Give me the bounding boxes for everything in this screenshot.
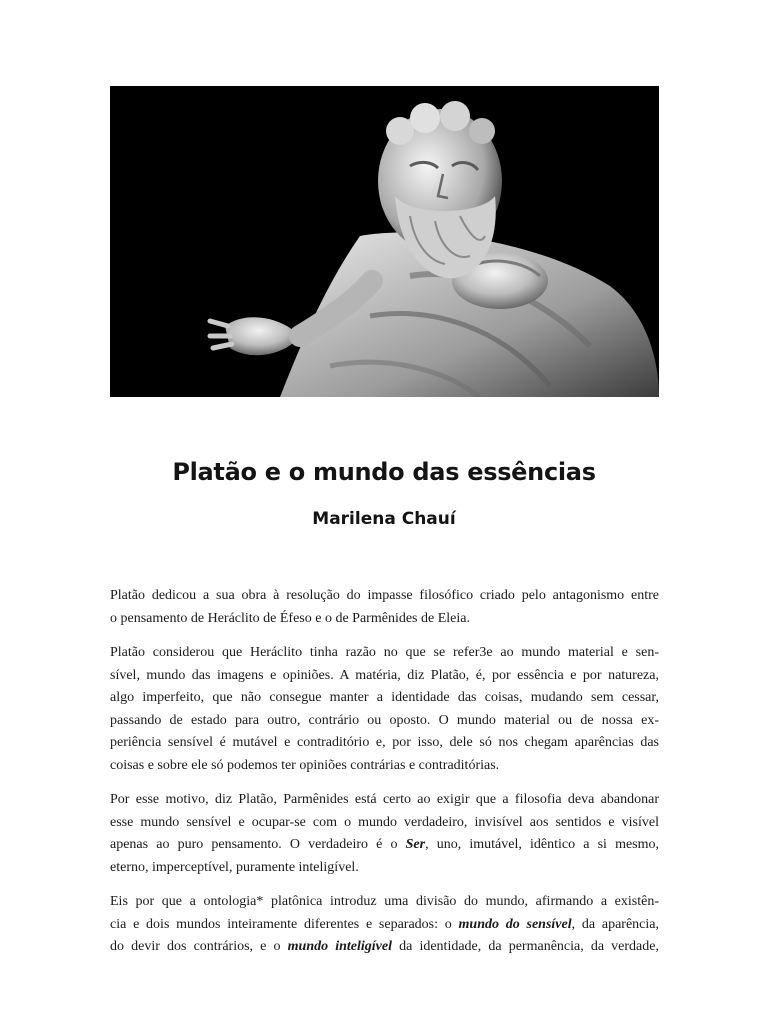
text-line: passando de estado para outro, contrário ou oposto. O mundo material ou de nossa ex- bbox=[110, 712, 659, 728]
text-line: sível, mundo das imagens e opiniões. A matéria, diz Platão, é, por essência e por natureza, bbox=[110, 667, 659, 683]
text-line: eterno, imperceptível, puramente inteligível. bbox=[110, 859, 359, 875]
plato-statue-photo bbox=[110, 86, 659, 397]
paragraph bbox=[110, 891, 659, 959]
text-line: periência sensível é mutável e contraditório e, por isso, dele só nos chegam aparências das bbox=[110, 735, 659, 750]
text-run: , da aparência, bbox=[571, 916, 659, 932]
text-line: Platão considerou que Heráclito tinha razão no que se refer3e ao mundo material e sen- bbox=[110, 645, 659, 660]
text-line: algo imperfeito, que não consegue manter a identidade das coisas, mudando sem cessar, bbox=[110, 690, 659, 705]
text-run: da identidade, da permanência, da verdade, bbox=[392, 939, 659, 954]
text-run: cia e dois mundos inteiramente diferentes e separados: o bbox=[110, 916, 459, 932]
emphasis-mundo-inteligivel: mundo inteligível bbox=[287, 939, 392, 954]
paragraph bbox=[110, 789, 659, 879]
text-line bbox=[110, 834, 659, 857]
text-line: Eis por que a ontologia* platônica introduz uma divisão do mundo, afirmando a existên- bbox=[110, 894, 659, 909]
text-run: , uno, imutável, idêntico a si mesmo, bbox=[425, 837, 660, 852]
text-run: do devir dos contrários, e o bbox=[110, 939, 288, 954]
text-line: Por esse motivo, diz Platão, Parmênides está certo ao exigir que a filosofia deva abandonar bbox=[110, 792, 659, 807]
text-line: Platão dedicou a sua obra à resolução do impasse filosófico criado pelo antagonismo entre bbox=[110, 588, 659, 603]
author-name: Marilena Chauí bbox=[312, 509, 456, 529]
text-run: apenas ao puro pensamento. O verdadeiro é o bbox=[110, 837, 406, 852]
text-line bbox=[110, 914, 659, 937]
text-line: coisas e sobre ele só podemos ter opiniões contrárias e contraditórias. bbox=[110, 757, 500, 773]
article-body bbox=[110, 585, 659, 971]
text-line bbox=[110, 936, 659, 959]
statue-image bbox=[110, 86, 659, 397]
paragraph bbox=[110, 642, 659, 777]
document-title: Platão e o mundo das essências bbox=[172, 458, 596, 486]
text-line: esse mundo sensível e ocupar-se com o mundo verdadeiro, invisível aos sentidos e visível bbox=[110, 814, 659, 830]
text-line: o pensamento de Heráclito de Éfeso e o de Parmênides de Eleia. bbox=[110, 610, 470, 626]
emphasis-mundo-sensivel: mundo do sensível bbox=[458, 916, 572, 932]
emphasis-ser: Ser bbox=[405, 837, 426, 852]
paragraph bbox=[110, 585, 659, 630]
